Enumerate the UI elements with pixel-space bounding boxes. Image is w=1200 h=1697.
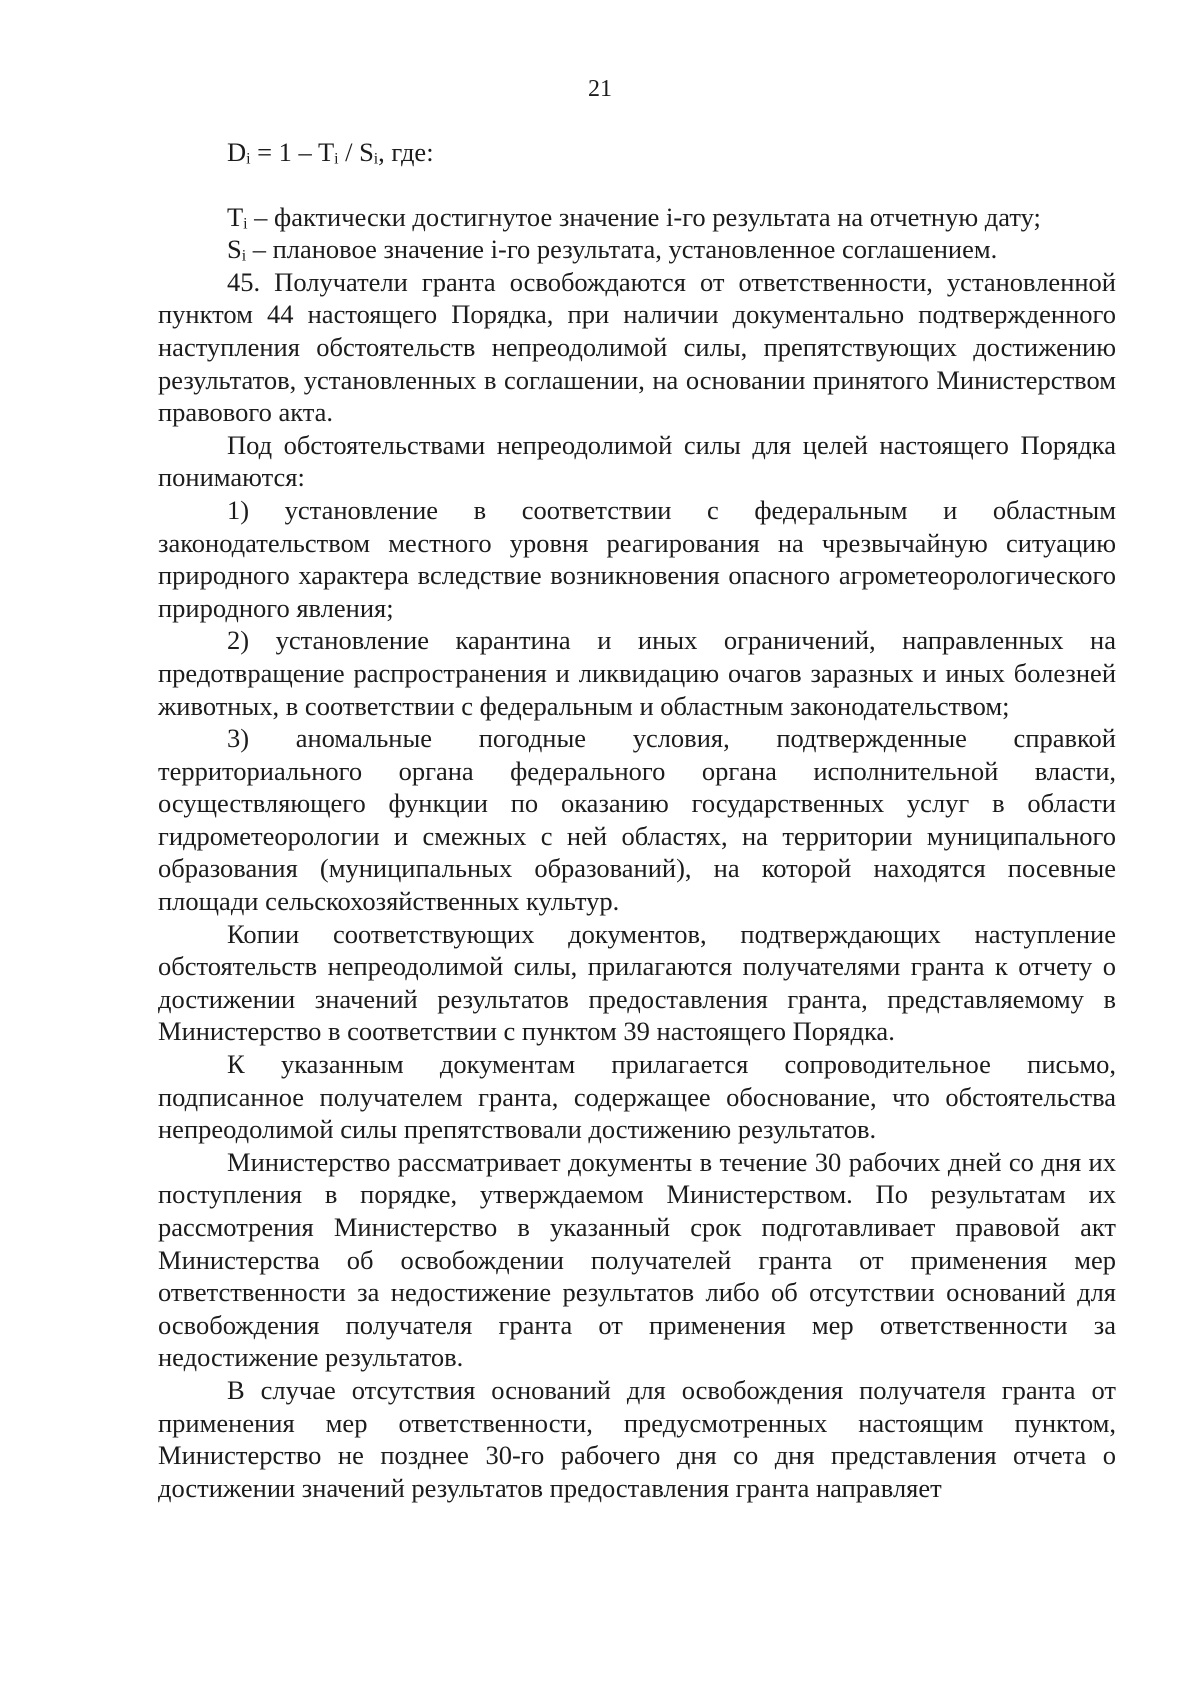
definition-t: Tᵢ – фактически достигнутое значение i-го результата на отчетную дату; — [227, 201, 1041, 232]
paragraph-no-grounds: В случае отсутствия оснований для освобождения получателя гранта от применения мер ответственности, предусмотренных настоящим пунктом, Министерство не позднее 30-го рабочего дня со дня представления отчета о достижении значений результатов предоставления гранта направляет — [158, 1374, 1116, 1503]
formula: Dᵢ = 1 – Tᵢ / Sᵢ, где: — [227, 137, 434, 167]
list-item-2: 2) установление карантина и иных ограничений, направленных на предотвращение распространения и ликвидацию очагов заразных и иных болезней животных, в соответствии с федеральным и областным законодательством; — [158, 625, 1116, 721]
list-item-1: 1) установление в соответствии с федеральным и областным законодательством местного уровня реагирования на чрезвычайную ситуацию природного характера вследствие возникновения опасного агрометеорологического природного явления; — [158, 494, 1116, 623]
document-body — [158, 136, 1116, 1504]
paragraph-45: 45. Получатели гранта освобождаются от ответственности, установленной пунктом 44 настоящего Порядка, при наличии документально подтвержденного наступления обстоятельств непреодолимой силы, препятствующих достижению результатов, установленных в соглашении, на основании принятого Министерством правового акта. — [158, 266, 1116, 428]
paragraph-copies: Копии соответствующих документов, подтверждающих наступление обстоятельств непреодолимой силы, прилагаются получателями гранта к отчету о достижении значений результатов предоставления гранта, представляемому в Министерство в соответствии с пунктом 39 настоящего Порядка. — [158, 918, 1116, 1047]
list-item-3: 3) аномальные погодные условия, подтвержденные справкой территориального органа федерального органа исполнительной власти, осуществляющего функции по оказанию государственных услуг в области гидрометеорологии и смежных с ней областях, на территории муниципального образования (муниципальных образований), на которой находятся посевные площади сельскохозяйственных культур. — [158, 723, 1116, 917]
paragraph-cover-letter: К указанным документам прилагается сопроводительное письмо, подписанное получателем гранта, содержащее обоснование, что обстоятельства непреодолимой силы препятствовали достижению результатов. — [158, 1049, 1116, 1145]
paragraph-force-majeure-intro: Под обстоятельствами непреодолимой силы для целей настоящего Порядка понимаются: — [158, 429, 1116, 493]
paragraph-ministry-review: Министерство рассматривает документы в течение 30 рабочих дней со дня их поступления в порядке, утверждаемом Министерством. По результатам их рассмотрения Министерство в указанный срок подготавливает правовой акт Министерства об освобождении получателей гранта от применения мер ответственности за недостижение результатов либо об отсутствии оснований для освобождения получателя гранта от применения мер ответственности за недостижение результатов. — [158, 1146, 1116, 1373]
definition-s: Sᵢ – плановое значение i-го результата, установленное соглашением. — [227, 234, 998, 265]
page-number: 21 — [588, 76, 612, 102]
